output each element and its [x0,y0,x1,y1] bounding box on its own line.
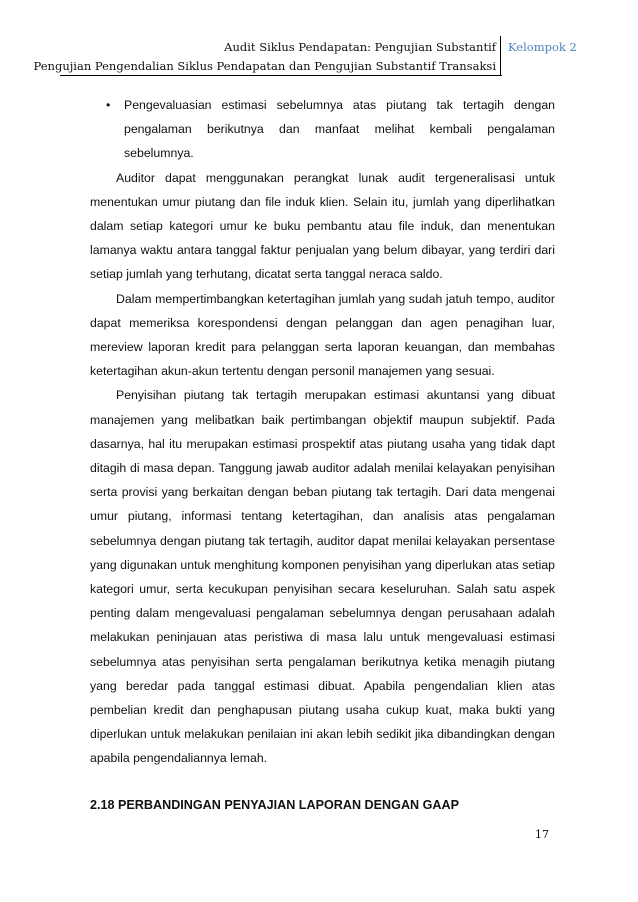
page-number: 17 [535,828,549,841]
header-rule [60,75,502,76]
paragraph-2: Dalam mempertimbangkan ketertagihan jumlah yang sudah jatuh tempo, auditor dapat memeriksa korespondensi dengan pelanggan dan agen penagihan luar, mereview laporan kredit para pelanggan serta laporan keuangan, dan membahas ketertagihan akun-akun tertentu dengan personil manajemen yang sesuai. [90,291,555,379]
bullet-text: Pengevaluasian estimasi sebelumnya atas piutang tak tertagih dengan pengalaman berikutnya dan manfaat melihat kembali pengalaman sebelumnya. [124,98,555,161]
bullet-icon: • [106,98,111,112]
header-title [0,38,496,76]
header-divider [500,36,501,76]
header-title-line-2: Pengujian Pengendalian Siklus Pendapatan dan Pengujian Substantif Transaksi [33,59,496,73]
paragraph-1: Auditor dapat menggunakan perangkat lunak audit tergeneralisasi untuk menentukan umur piutang dan file induk klien. Selain itu, jumlah yang diperlihatkan dalam setiap kategori umur ke buku pembantu atau file induk, dan menentukan lamanya waktu antara tanggal faktur penjualan yang belum dibayar, yang terdiri dari setiap jumlah yang terhutang, dicatat serta tanggal neraca saldo. [90,170,555,282]
header-title-line-1: Audit Siklus Pendapatan: Pengujian Substantif [224,40,496,54]
group-label: Kelompok 2 [508,40,577,54]
page-header [0,0,638,80]
section-heading: 2.18 PERBANDINGAN PENYAJIAN LAPORAN DENGAN GAAP [90,797,460,812]
paragraph-3: Penyisihan piutang tak tertagih merupakan estimasi akuntansi yang dibuat manajemen yang melibatkan baik pertimbangan objektif maupun subjektif. Pada dasarnya, hal itu merupakan estimasi prospektif atas piutang usaha yang tidak dapt ditagih di masa depan. Tanggung jawab auditor adalah menilai kelayakan penyisihan serta provisi yang berkaitan dengan beban piutang tak tertagih. Dari data mengenai umur piutang, informasi tentang ketertagihan, dan analisis atas pengalaman sebelumnya dengan piutang tak tertagih, auditor dapat menilai kelayakan persentase yang digunakan untuk menghitung komponen penyisihan yang diperlukan atas setiap kategori umur, serta kecukupan penyisihan secara keseluruhan. Salah satu aspek penting dalam mengevaluasi pengalaman sebelumnya dengan perusahaan adalah melakukan peninjauan atas peristiwa di masa lalu untuk mengevaluasi estimasi sebelumnya atas penyisihan serta pengalaman berikutnya ketika menagih piutang yang beredar pada tanggal estimasi dibuat. Apabila pengendalian klien atas pembelian kredit dan penghapusan piutang usaha cukup kuat, maka bukti yang diperlukan untuk melakukan penilaian ini akan lebih sedikit jika dibandingkan dengan apabila pengendaliannya lemah. [90,388,555,766]
document-body [90,93,555,817]
bullet-item [90,93,555,166]
